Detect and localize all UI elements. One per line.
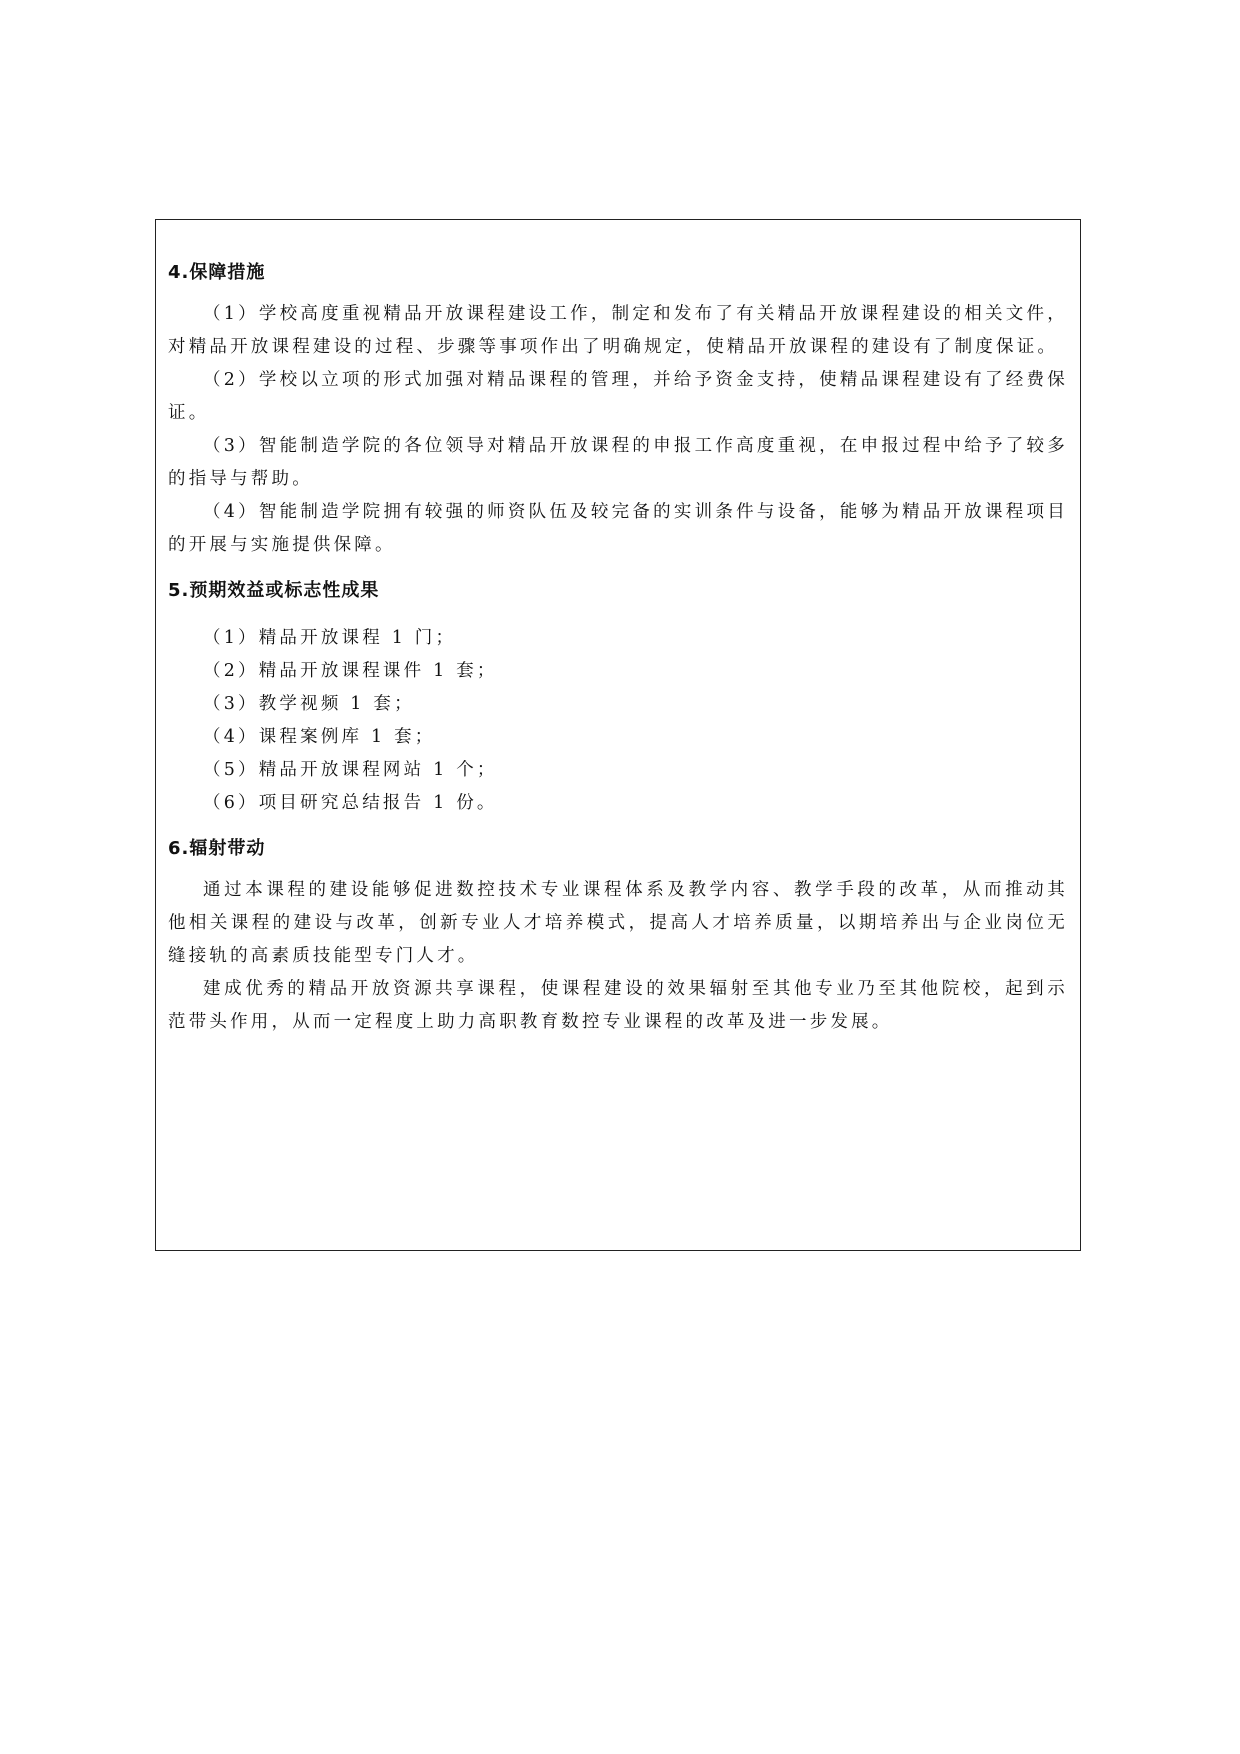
outcomes-list xyxy=(168,622,1068,820)
guarantee-paragraph-3: （3）智能制造学院的各位领导对精品开放课程的申报工作高度重视，在申报过程中给予了较多的指导与帮助。 xyxy=(168,436,1068,489)
document-content xyxy=(168,256,1068,1039)
list-item: （5）精品开放课程网站 1 个； xyxy=(203,760,498,780)
guarantee-paragraph-2: （2）学校以立项的形式加强对精品课程的管理，并给予资金支持，使精品课程建设有了经费保证。 xyxy=(168,370,1068,423)
guarantee-paragraph-1: （1）学校高度重视精品开放课程建设工作，制定和发布了有关精品开放课程建设的相关文件，对精品开放课程建设的过程、步骤等事项作出了明确规定，使精品开放课程的建设有了制度保证。 xyxy=(168,304,1068,357)
list-item: （6）项目研究总结报告 1 份。 xyxy=(203,793,498,813)
radiation-paragraph-1: 通过本课程的建设能够促进数控技术专业课程体系及教学内容、教学手段的改革，从而推动其他相关课程的建设与改革，创新专业人才培养模式，提高人才培养质量，以期培养出与企业岗位无缝接轨的高素质技能型专门人才。 xyxy=(168,880,1068,966)
document-frame xyxy=(155,219,1081,1251)
radiation-paragraph-2: 建成优秀的精品开放资源共享课程，使课程建设的效果辐射至其他专业乃至其他院校，起到示范带头作用，从而一定程度上助力高职教育数控专业课程的改革及进一步发展。 xyxy=(168,979,1068,1032)
list-item: （3）教学视频 1 套； xyxy=(203,694,415,714)
list-item: （4）课程案例库 1 套； xyxy=(203,727,436,747)
section-heading-radiation: 6.辐射带动 xyxy=(168,838,266,859)
guarantee-paragraph-4: （4）智能制造学院拥有较强的师资队伍及较完备的实训条件与设备，能够为精品开放课程项目的开展与实施提供保障。 xyxy=(168,502,1068,555)
list-item: （1）精品开放课程 1 门； xyxy=(203,628,457,648)
list-item: （2）精品开放课程课件 1 套； xyxy=(203,661,498,681)
section-heading-outcomes: 5.预期效益或标志性成果 xyxy=(168,580,380,601)
section-heading-guarantee: 4.保障措施 xyxy=(168,262,266,283)
